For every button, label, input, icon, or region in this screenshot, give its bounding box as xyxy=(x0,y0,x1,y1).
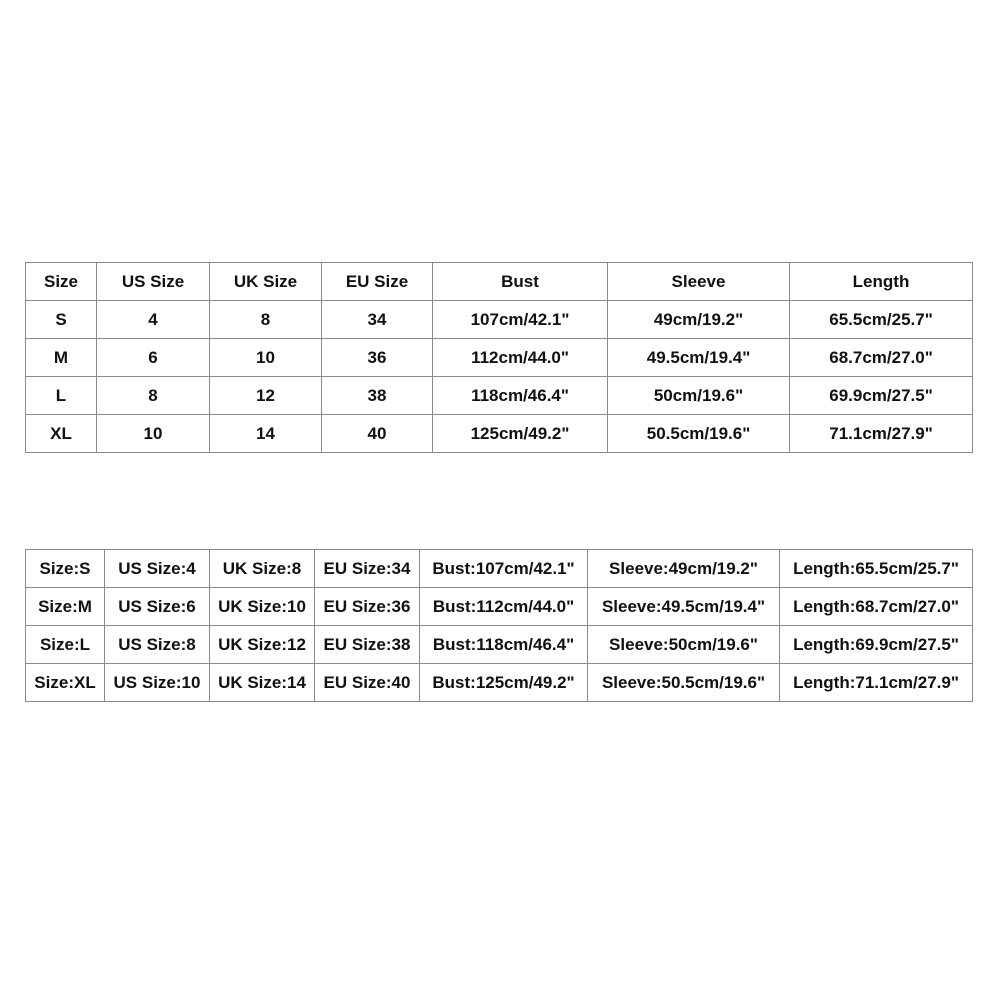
table-cell: L xyxy=(26,377,97,415)
table-row xyxy=(26,301,973,339)
table-cell: 4 xyxy=(97,301,210,339)
table-cell: Sleeve:49.5cm/19.4" xyxy=(588,588,780,626)
size-chart-table xyxy=(25,262,973,453)
table-cell: US Size:8 xyxy=(105,626,210,664)
table-cell: Size:XL xyxy=(26,664,105,702)
table-cell: 14 xyxy=(210,415,322,453)
table-cell: S xyxy=(26,301,97,339)
table-row xyxy=(26,626,973,664)
table-cell: UK Size:8 xyxy=(210,550,315,588)
table-row xyxy=(26,415,973,453)
table-row xyxy=(26,339,973,377)
table-cell: 36 xyxy=(322,339,433,377)
table-cell: Sleeve:49cm/19.2" xyxy=(588,550,780,588)
table-row xyxy=(26,664,973,702)
table-cell: 118cm/46.4" xyxy=(433,377,608,415)
table-cell: 68.7cm/27.0" xyxy=(790,339,973,377)
table-cell: Size:L xyxy=(26,626,105,664)
table-cell: 6 xyxy=(97,339,210,377)
table-cell: 8 xyxy=(210,301,322,339)
table-cell: 12 xyxy=(210,377,322,415)
table-cell: US Size:4 xyxy=(105,550,210,588)
table-cell: EU Size:40 xyxy=(315,664,420,702)
table-cell: Length:69.9cm/27.5" xyxy=(780,626,973,664)
table-cell: EU Size:36 xyxy=(315,588,420,626)
table-cell: 8 xyxy=(97,377,210,415)
table-cell: Bust:125cm/49.2" xyxy=(420,664,588,702)
table-cell: US Size:6 xyxy=(105,588,210,626)
table-cell: Length:71.1cm/27.9" xyxy=(780,664,973,702)
table-cell: Sleeve:50.5cm/19.6" xyxy=(588,664,780,702)
header-cell: Bust xyxy=(433,263,608,301)
table-cell: 34 xyxy=(322,301,433,339)
table-cell: M xyxy=(26,339,97,377)
header-cell: Size xyxy=(26,263,97,301)
table-cell: XL xyxy=(26,415,97,453)
table-cell: EU Size:34 xyxy=(315,550,420,588)
size-chart-labeled-table xyxy=(25,549,973,702)
table-cell: Sleeve:50cm/19.6" xyxy=(588,626,780,664)
table-cell: 49.5cm/19.4" xyxy=(608,339,790,377)
table-cell: 10 xyxy=(210,339,322,377)
table-row xyxy=(26,377,973,415)
table-cell: 125cm/49.2" xyxy=(433,415,608,453)
table-cell: 107cm/42.1" xyxy=(433,301,608,339)
table-cell: 10 xyxy=(97,415,210,453)
table-cell: 112cm/44.0" xyxy=(433,339,608,377)
table-cell: US Size:10 xyxy=(105,664,210,702)
table-cell: Bust:107cm/42.1" xyxy=(420,550,588,588)
table-cell: 50.5cm/19.6" xyxy=(608,415,790,453)
header-cell: Length xyxy=(790,263,973,301)
table-header-row xyxy=(26,263,973,301)
table-cell: 50cm/19.6" xyxy=(608,377,790,415)
table-row xyxy=(26,550,973,588)
table-cell: Length:68.7cm/27.0" xyxy=(780,588,973,626)
table-cell: Size:M xyxy=(26,588,105,626)
table-cell: Size:S xyxy=(26,550,105,588)
header-cell: Sleeve xyxy=(608,263,790,301)
table-cell: UK Size:12 xyxy=(210,626,315,664)
table-cell: Bust:118cm/46.4" xyxy=(420,626,588,664)
table-cell: UK Size:14 xyxy=(210,664,315,702)
table-cell: 40 xyxy=(322,415,433,453)
header-cell: EU Size xyxy=(322,263,433,301)
table-cell: Length:65.5cm/25.7" xyxy=(780,550,973,588)
table-cell: 49cm/19.2" xyxy=(608,301,790,339)
header-cell: US Size xyxy=(97,263,210,301)
table-cell: 38 xyxy=(322,377,433,415)
table-cell: 69.9cm/27.5" xyxy=(790,377,973,415)
table-row xyxy=(26,588,973,626)
table-cell: EU Size:38 xyxy=(315,626,420,664)
table-cell: 71.1cm/27.9" xyxy=(790,415,973,453)
table-cell: Bust:112cm/44.0" xyxy=(420,588,588,626)
table-cell: UK Size:10 xyxy=(210,588,315,626)
header-cell: UK Size xyxy=(210,263,322,301)
table-cell: 65.5cm/25.7" xyxy=(790,301,973,339)
